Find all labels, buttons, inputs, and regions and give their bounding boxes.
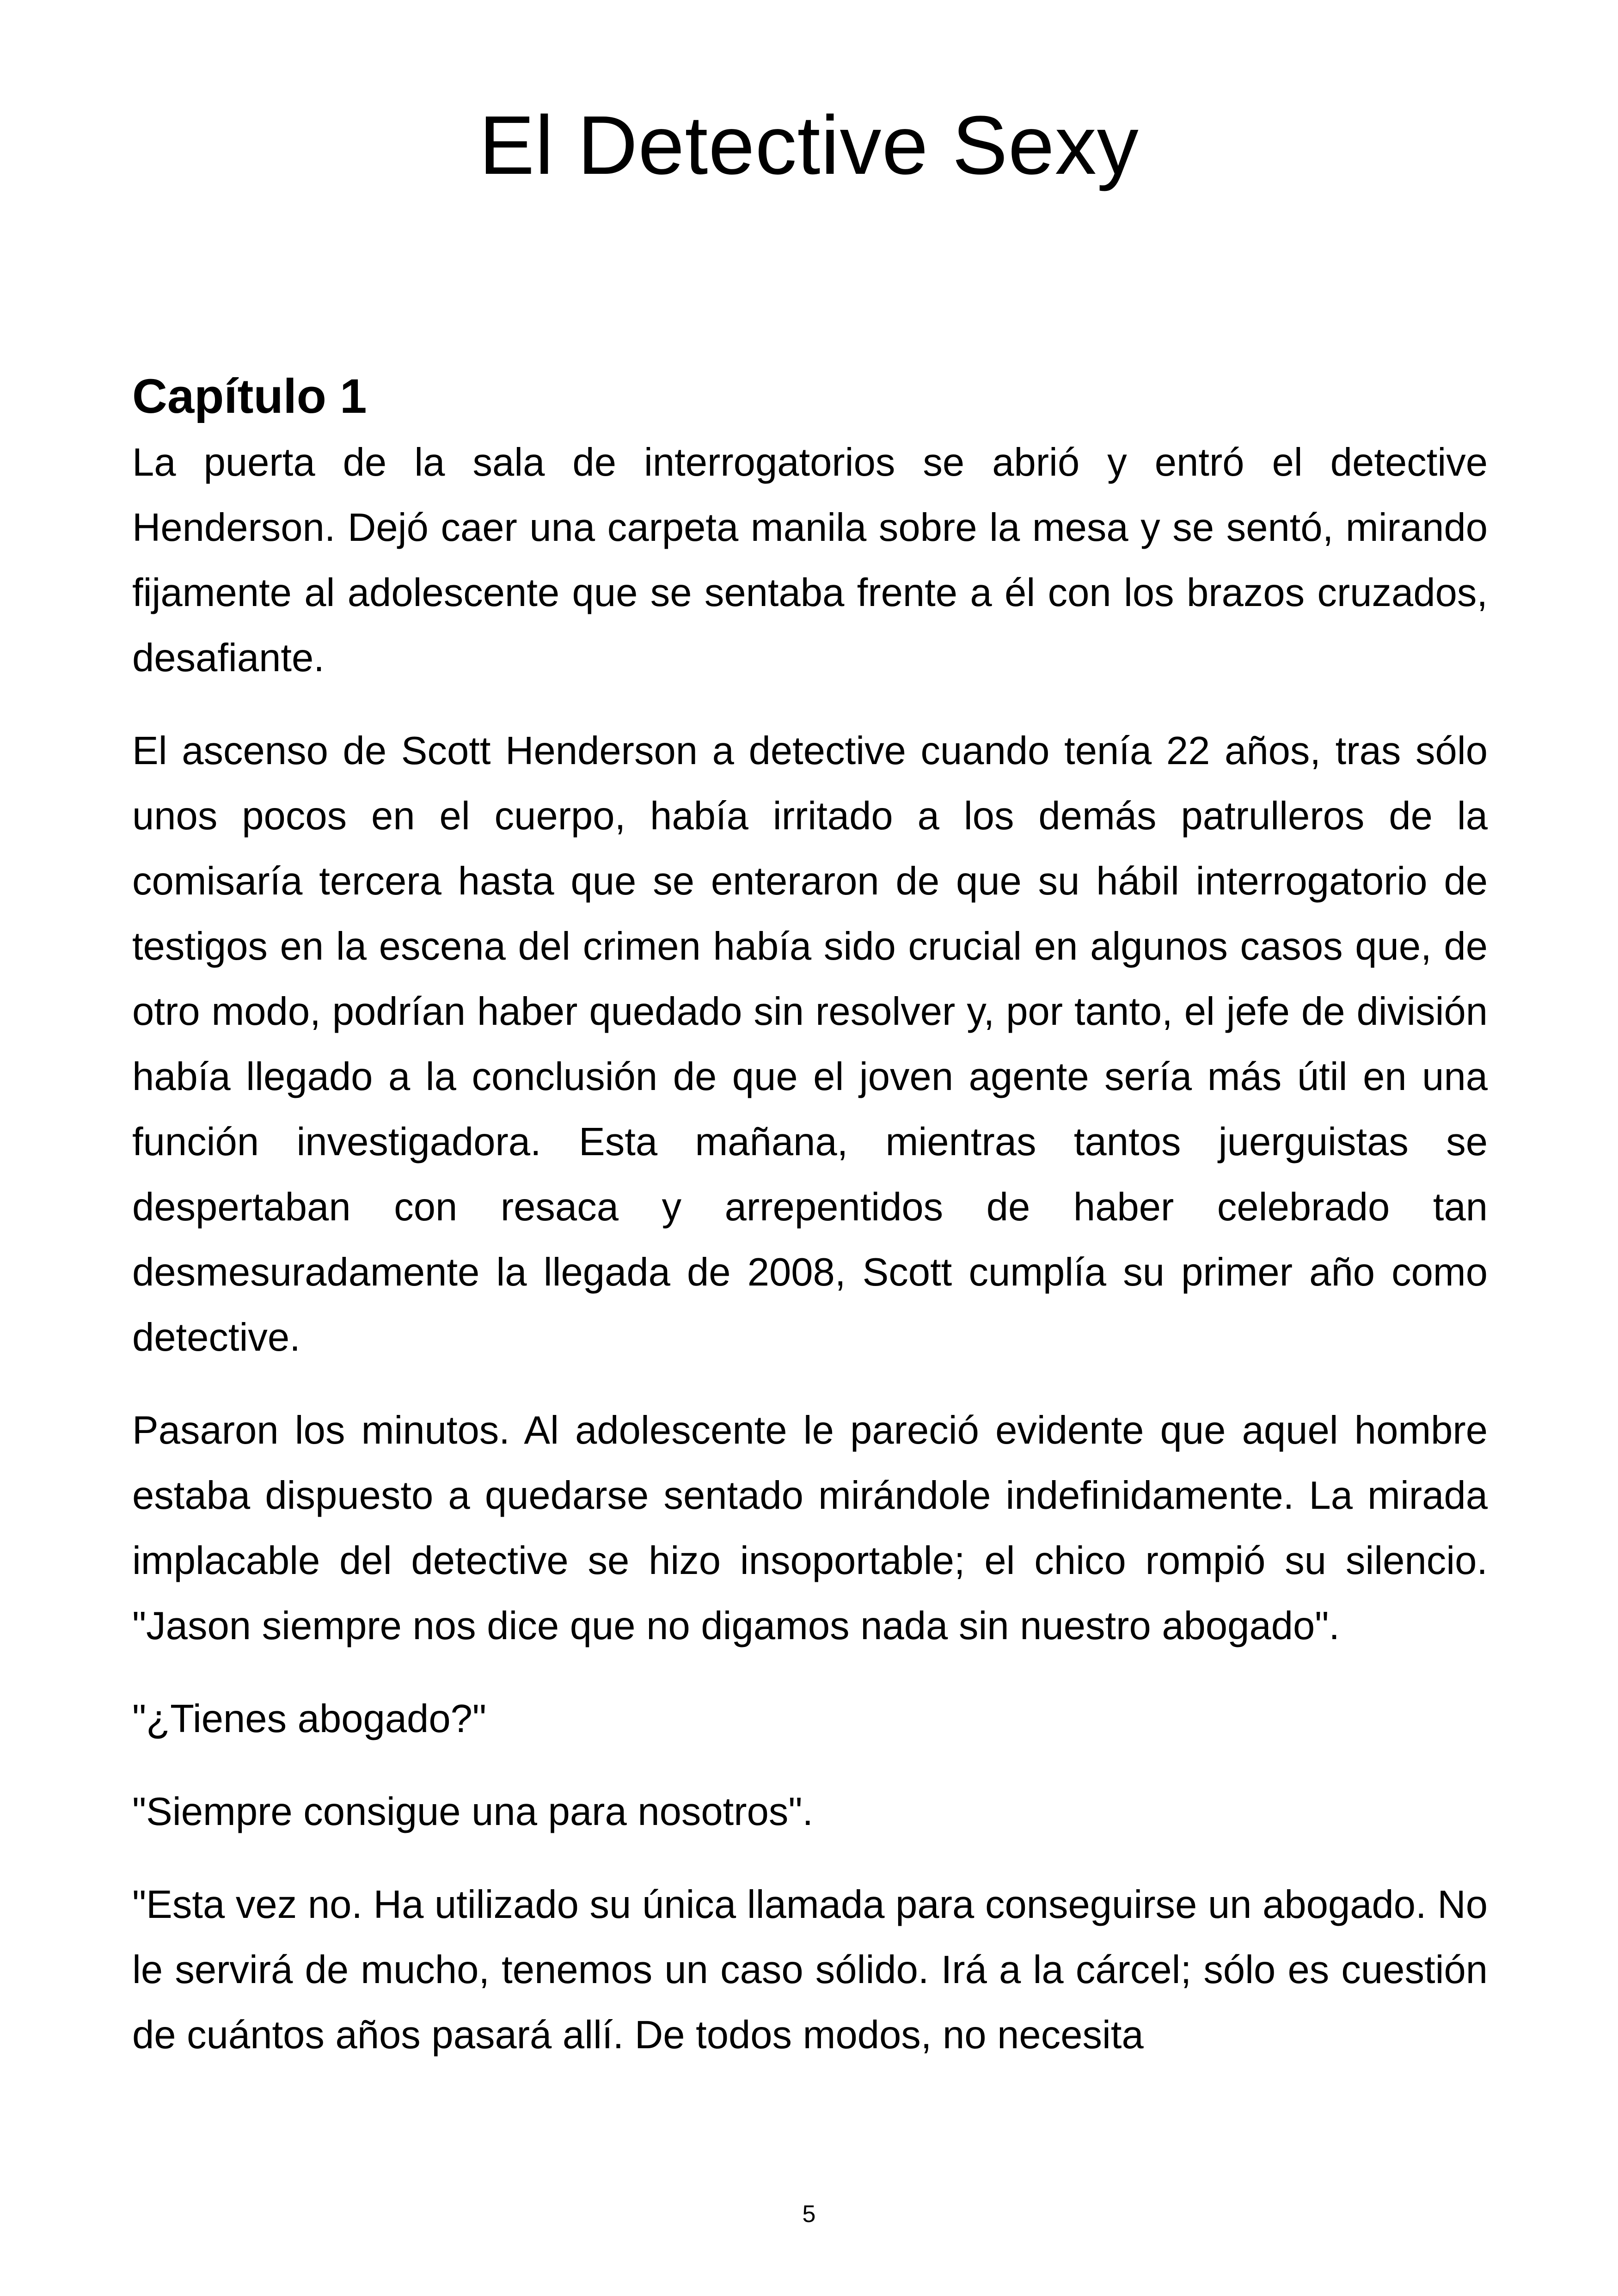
paragraph: "¿Tienes abogado?" <box>132 1697 487 1741</box>
paragraph: El ascenso de Scott Henderson a detective cuando tenía 22 años, tras sólo unos pocos en el cuerpo, había irritado a los demás patrulleros de la comisaría tercera hasta que se enteraron de que su hábil interrogatorio de testigos en la escena del crimen había sido crucial en algunos casos que, de otro modo, podrían haber quedado sin resolver y, por tanto, el jefe de división había llegado a la conclusión de que el joven agente sería más útil en una función investigadora. Esta mañana, mientras tantos juerguistas se despertaban con resaca y arrepentidos de haber celebrado tan desmesuradamente la llegada de 2008, Scott cumplía su primer año como detective. <box>132 729 1488 1359</box>
paragraph: "Esta vez no. Ha utilizado su única llamada para conseguirse un abogado. No le servirá de mucho, tenemos un caso sólido. Irá a la cárcel; sólo es cuestión de cuántos años pasará allí. De todos modos, no necesita <box>132 1883 1488 2057</box>
paragraph: La puerta de la sala de interrogatorios se abrió y entró el detective Henderson. Dejó caer una carpeta manila sobre la mesa y se sentó, mirando fijamente al adolescente que se sentaba frente a él con los brazos cruzados, desafiante. <box>132 441 1488 680</box>
page-number: 5 <box>802 2201 816 2228</box>
paragraph: "Siempre consigue una para nosotros". <box>132 1790 814 1834</box>
paragraph: Pasaron los minutos. Al adolescente le pareció evidente que aquel hombre estaba dispuesto a quedarse sentado mirándole indefinidamente. La mirada implacable del detective se hizo insoportable; el chico rompió su silencio. "Jason siempre nos dice que no digamos nada sin nuestro abogado". <box>132 1408 1488 1648</box>
chapter-heading: Capítulo 1 <box>132 369 367 423</box>
book-title: El Detective Sexy <box>479 99 1139 192</box>
body-text <box>132 430 1488 2095</box>
